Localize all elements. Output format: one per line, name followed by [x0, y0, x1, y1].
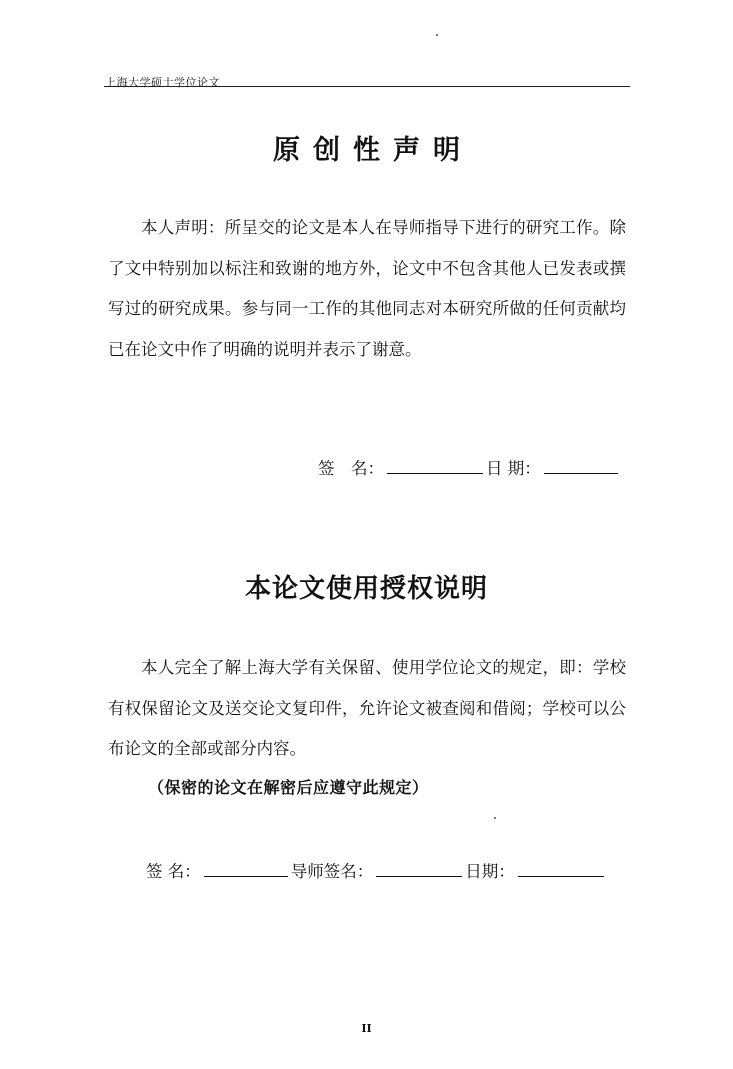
- authorization-date-label: 日期：: [465, 862, 515, 881]
- scan-speck: [494, 817, 496, 819]
- authorization-body: 本人完全了解上海大学有关保留、使用学位论文的规定，即：学校有权保留论文及送交论文复印件，允许论文被查阅和借阅；学校可以公布论文的全部或部分内容。: [108, 658, 626, 758]
- authorization-title: 本论文使用授权说明: [244, 574, 488, 604]
- scan-speck: [436, 34, 438, 36]
- authorization-signature-blank[interactable]: [204, 875, 288, 877]
- authorization-signature-row: [146, 858, 607, 882]
- confidentiality-note: （保密的论文在解密后应遵守此规定）: [148, 778, 429, 797]
- advisor-signature-label: 导师签名：: [290, 862, 374, 881]
- running-header: 上海大学硕士学位论文: [105, 76, 220, 89]
- authorization-date-blank[interactable]: [518, 875, 604, 877]
- page-number: II: [361, 1022, 372, 1035]
- declaration-body: 本人声明：所呈交的论文是本人在导师指导下进行的研究工作。除了文中特别加以标注和致谢的地方外，论文中不包含其他人已发表或撰写过的研究成果。参与同一工作的其他同志对本研究所做的任何贡献均已在论文中作了明确的说明并表示了谢意。: [108, 218, 626, 359]
- declaration-signature-blank[interactable]: [387, 472, 483, 474]
- advisor-signature-blank[interactable]: [376, 875, 462, 877]
- authorization-signature-label: 签 名：: [146, 862, 201, 881]
- declaration-date-label: 日 期：: [486, 459, 541, 478]
- declaration-title: 原创性声明: [273, 135, 473, 166]
- declaration-signature-label: 签 名：: [318, 459, 384, 478]
- declaration-signature-row: [318, 455, 621, 479]
- header-rule: [104, 86, 630, 87]
- declaration-date-blank[interactable]: [544, 472, 618, 474]
